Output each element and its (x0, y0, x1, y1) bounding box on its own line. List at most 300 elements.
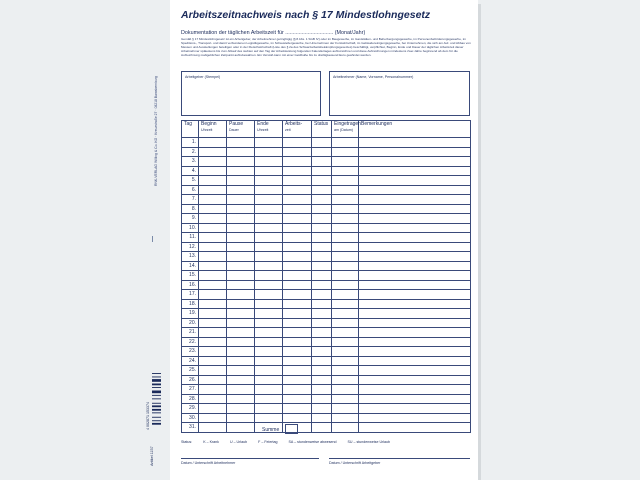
table-cell[interactable] (199, 309, 227, 319)
table-cell[interactable] (283, 318, 312, 328)
table-cell[interactable] (227, 299, 255, 309)
table-row (182, 404, 471, 414)
table-cell[interactable] (359, 157, 471, 167)
table-cell[interactable] (359, 138, 471, 148)
table-cell[interactable] (332, 147, 359, 157)
table-cell[interactable] (199, 318, 227, 328)
table-cell[interactable] (199, 252, 227, 262)
table-cell[interactable] (199, 195, 227, 205)
table-cell[interactable] (312, 147, 332, 157)
table-cell[interactable] (332, 166, 359, 176)
table-cell[interactable] (359, 271, 471, 281)
day-number: 29. (182, 404, 199, 414)
table-cell[interactable] (332, 157, 359, 167)
table-cell[interactable] (227, 404, 255, 414)
employee-info-box (329, 71, 470, 116)
sum-label: Summe (262, 427, 280, 433)
table-cell[interactable] (199, 328, 227, 338)
table-cell[interactable] (359, 261, 471, 271)
employer-box-label: Arbeitgeber (Stempel) (185, 75, 221, 79)
table-row (182, 185, 471, 195)
table-cell[interactable] (359, 385, 471, 395)
barcode-number: 4 002871 153374 (146, 402, 150, 430)
column-header-sub: zeit (285, 127, 291, 132)
table-cell[interactable] (227, 223, 255, 233)
table-cell[interactable] (312, 347, 332, 357)
table-cell[interactable] (359, 423, 471, 433)
table-row (182, 309, 471, 319)
column-header (332, 121, 359, 138)
table-cell[interactable] (359, 413, 471, 423)
table-cell[interactable] (312, 204, 332, 214)
table-cell[interactable] (359, 280, 471, 290)
table-cell[interactable] (312, 195, 332, 205)
table-cell[interactable] (332, 337, 359, 347)
table-cell[interactable] (227, 375, 255, 385)
table-cell[interactable] (283, 223, 312, 233)
column-header-label: Pause (229, 121, 244, 127)
table-cell[interactable] (312, 394, 332, 404)
column-header-label: Bemerkungen (361, 121, 393, 127)
table-row (182, 195, 471, 205)
column-header-label: Ende (257, 121, 269, 127)
table-cell[interactable] (283, 328, 312, 338)
table-cell[interactable] (312, 366, 332, 376)
table-cell[interactable] (227, 252, 255, 262)
table-cell[interactable] (283, 404, 312, 414)
table-cell[interactable] (332, 138, 359, 148)
table-cell[interactable] (255, 242, 283, 252)
table-cell[interactable] (312, 176, 332, 186)
table-cell[interactable] (283, 252, 312, 262)
table-row (182, 280, 471, 290)
table-cell[interactable] (199, 138, 227, 148)
employer-signature-line[interactable] (329, 458, 470, 459)
table-cell[interactable] (255, 366, 283, 376)
day-number: 22. (182, 337, 199, 347)
table-cell[interactable] (255, 271, 283, 281)
status-u: U – Urlaub (229, 440, 248, 444)
table-cell[interactable] (332, 423, 359, 433)
day-number: 24. (182, 356, 199, 366)
table-cell[interactable] (255, 385, 283, 395)
table-cell[interactable] (227, 271, 255, 281)
table-cell[interactable] (312, 413, 332, 423)
table-cell[interactable] (227, 166, 255, 176)
form-sheet (170, 0, 478, 480)
table-cell[interactable] (359, 290, 471, 300)
table-row (182, 223, 471, 233)
table-cell[interactable] (332, 318, 359, 328)
table-cell[interactable] (199, 404, 227, 414)
column-header (227, 121, 255, 138)
table-cell[interactable] (199, 280, 227, 290)
table-row (182, 147, 471, 157)
table-cell[interactable] (255, 195, 283, 205)
table-cell[interactable] (283, 195, 312, 205)
table-row (182, 366, 471, 376)
table-cell[interactable] (199, 299, 227, 309)
table-cell[interactable] (255, 413, 283, 423)
table-cell[interactable] (255, 157, 283, 167)
table-cell[interactable] (312, 385, 332, 395)
table-row (182, 271, 471, 281)
table-cell[interactable] (312, 328, 332, 338)
column-header-sub: am (Datum) (334, 127, 353, 132)
table-cell[interactable] (312, 280, 332, 290)
day-number: 10. (182, 223, 199, 233)
table-cell[interactable] (283, 299, 312, 309)
table-cell[interactable] (227, 214, 255, 224)
table-cell[interactable] (283, 185, 312, 195)
table-cell[interactable] (255, 138, 283, 148)
table-cell[interactable] (227, 204, 255, 214)
table-cell[interactable] (332, 176, 359, 186)
table-cell[interactable] (227, 280, 255, 290)
table-cell[interactable] (227, 147, 255, 157)
table-cell[interactable] (332, 328, 359, 338)
table-cell[interactable] (283, 290, 312, 300)
table-cell[interactable] (312, 185, 332, 195)
table-cell[interactable] (255, 214, 283, 224)
table-cell[interactable] (255, 318, 283, 328)
table-row (182, 423, 471, 433)
table-cell[interactable] (359, 233, 471, 243)
table-cell[interactable] (255, 252, 283, 262)
table-cell[interactable] (312, 290, 332, 300)
table-cell[interactable] (255, 356, 283, 366)
day-number: 18. (182, 299, 199, 309)
sum-field[interactable] (285, 424, 298, 434)
table-cell[interactable] (359, 328, 471, 338)
table-row (182, 242, 471, 252)
table-cell[interactable] (332, 195, 359, 205)
table-cell[interactable] (312, 242, 332, 252)
table-cell[interactable] (199, 157, 227, 167)
table-cell[interactable] (283, 147, 312, 157)
column-header-sub: Uhrzeit (257, 127, 269, 132)
table-cell[interactable] (227, 242, 255, 252)
table-cell[interactable] (312, 423, 332, 433)
column-header-label: Status (314, 121, 329, 127)
table-cell[interactable] (312, 318, 332, 328)
table-cell[interactable] (312, 356, 332, 366)
table-cell[interactable] (359, 147, 471, 157)
day-number: 19. (182, 309, 199, 319)
table-cell[interactable] (227, 394, 255, 404)
table-cell[interactable] (283, 356, 312, 366)
table-cell[interactable] (283, 157, 312, 167)
table-cell[interactable] (255, 223, 283, 233)
status-f: F – Feiertag (258, 440, 278, 444)
column-header (199, 121, 227, 138)
table-cell[interactable] (332, 271, 359, 281)
table-cell[interactable] (255, 280, 283, 290)
table-row (182, 233, 471, 243)
table-cell[interactable] (312, 252, 332, 262)
table-cell[interactable] (255, 328, 283, 338)
table-cell[interactable] (283, 176, 312, 186)
table-cell[interactable] (312, 261, 332, 271)
column-header (359, 121, 471, 138)
publisher-imprint: RNK-VERLAG Willing & Co. KG · Kreuzstraße 27 · 08218 Bamsbernburg (154, 75, 158, 186)
status-su: SU – stundenweise Urlaub (347, 440, 391, 444)
table-cell[interactable] (255, 337, 283, 347)
table-row (182, 318, 471, 328)
table-cell[interactable] (199, 356, 227, 366)
table-cell[interactable] (332, 309, 359, 319)
table-cell[interactable] (359, 166, 471, 176)
table-cell[interactable] (283, 366, 312, 376)
table-cell[interactable] (359, 176, 471, 186)
table-cell[interactable] (332, 252, 359, 262)
table-cell[interactable] (283, 233, 312, 243)
table-cell[interactable] (283, 204, 312, 214)
day-number: 30. (182, 413, 199, 423)
month-year-line: Dokumentation der täglichen Arbeitszeit für ................................ (Monat/Jahr) (181, 30, 366, 36)
table-cell[interactable] (199, 347, 227, 357)
table-cell[interactable] (283, 337, 312, 347)
table-cell[interactable] (332, 290, 359, 300)
table-cell[interactable] (227, 318, 255, 328)
table-cell[interactable] (332, 242, 359, 252)
table-cell[interactable] (332, 204, 359, 214)
table-cell[interactable] (227, 328, 255, 338)
table-cell[interactable] (312, 309, 332, 319)
column-header-label: Tag (184, 121, 193, 127)
day-number: 9. (182, 214, 199, 224)
table-cell[interactable] (332, 223, 359, 233)
table-cell[interactable] (255, 347, 283, 357)
day-number: 14. (182, 261, 199, 271)
table-cell[interactable] (227, 233, 255, 243)
table-cell[interactable] (199, 423, 227, 433)
table-cell[interactable] (332, 413, 359, 423)
table-cell[interactable] (332, 214, 359, 224)
table-cell[interactable] (199, 366, 227, 376)
table-cell[interactable] (359, 394, 471, 404)
table-cell[interactable] (312, 404, 332, 414)
day-number: 16. (182, 280, 199, 290)
table-row (182, 413, 471, 423)
table-cell[interactable] (255, 375, 283, 385)
fold-mark (152, 236, 153, 242)
table-cell[interactable] (227, 423, 255, 433)
table-cell[interactable] (199, 204, 227, 214)
table-cell[interactable] (227, 309, 255, 319)
table-cell[interactable] (283, 280, 312, 290)
table-row (182, 299, 471, 309)
table-cell[interactable] (199, 185, 227, 195)
column-header-label: Eingetragen (334, 121, 361, 127)
table-cell[interactable] (312, 375, 332, 385)
table-cell[interactable] (255, 147, 283, 157)
table-cell[interactable] (255, 233, 283, 243)
table-cell[interactable] (255, 394, 283, 404)
table-cell[interactable] (227, 195, 255, 205)
table-row (182, 290, 471, 300)
table-cell[interactable] (359, 356, 471, 366)
table-cell[interactable] (283, 375, 312, 385)
table-cell[interactable] (255, 299, 283, 309)
table-cell[interactable] (199, 385, 227, 395)
table-cell[interactable] (255, 290, 283, 300)
table-cell[interactable] (199, 147, 227, 157)
table-cell[interactable] (227, 337, 255, 347)
table-cell[interactable] (359, 223, 471, 233)
table-cell[interactable] (199, 214, 227, 224)
article-number: Artikel 1157 (150, 446, 154, 466)
day-number: 23. (182, 347, 199, 357)
column-header (283, 121, 312, 138)
table-cell[interactable] (283, 242, 312, 252)
table-row (182, 157, 471, 167)
table-cell[interactable] (227, 176, 255, 186)
column-header (312, 121, 332, 138)
table-cell[interactable] (359, 347, 471, 357)
table-cell[interactable] (255, 309, 283, 319)
table-cell[interactable] (283, 261, 312, 271)
day-number: 28. (182, 394, 199, 404)
day-number: 7. (182, 195, 199, 205)
table-cell[interactable] (255, 404, 283, 414)
table-cell[interactable] (359, 195, 471, 205)
table-cell[interactable] (359, 185, 471, 195)
table-cell[interactable] (332, 375, 359, 385)
status-legend-title: Status: (181, 440, 193, 444)
table-cell[interactable] (312, 214, 332, 224)
table-cell[interactable] (312, 337, 332, 347)
table-cell[interactable] (283, 385, 312, 395)
table-cell[interactable] (332, 356, 359, 366)
day-number: 13. (182, 252, 199, 262)
table-cell[interactable] (255, 185, 283, 195)
table-cell[interactable] (359, 318, 471, 328)
table-cell[interactable] (199, 223, 227, 233)
day-number: 5. (182, 176, 199, 186)
table-cell[interactable] (199, 166, 227, 176)
table-cell[interactable] (199, 337, 227, 347)
table-cell[interactable] (332, 299, 359, 309)
table-cell[interactable] (283, 413, 312, 423)
table-cell[interactable] (283, 394, 312, 404)
table-cell[interactable] (227, 157, 255, 167)
day-number: 6. (182, 185, 199, 195)
table-cell[interactable] (332, 347, 359, 357)
table-cell[interactable] (312, 299, 332, 309)
table-cell[interactable] (227, 261, 255, 271)
table-cell[interactable] (359, 337, 471, 347)
table-cell[interactable] (227, 366, 255, 376)
table-cell[interactable] (312, 271, 332, 281)
table-cell[interactable] (283, 214, 312, 224)
table-cell[interactable] (359, 309, 471, 319)
table-cell[interactable] (332, 280, 359, 290)
table-cell[interactable] (199, 242, 227, 252)
table-cell[interactable] (255, 176, 283, 186)
day-number: 4. (182, 166, 199, 176)
table-cell[interactable] (227, 185, 255, 195)
table-cell[interactable] (199, 261, 227, 271)
table-row (182, 375, 471, 385)
column-header-label: Beginn (201, 121, 217, 127)
table-cell[interactable] (199, 394, 227, 404)
table-row (182, 347, 471, 357)
day-number: 17. (182, 290, 199, 300)
table-cell[interactable] (312, 157, 332, 167)
table-cell[interactable] (312, 166, 332, 176)
table-cell[interactable] (332, 404, 359, 414)
table-cell[interactable] (312, 233, 332, 243)
table-cell[interactable] (359, 204, 471, 214)
table-cell[interactable] (255, 204, 283, 214)
table-cell[interactable] (332, 233, 359, 243)
day-number: 12. (182, 242, 199, 252)
table-cell[interactable] (283, 271, 312, 281)
legal-notice: Gemäß § 17 Mindestlohngesetz ist ein Arbeitgeber, der Arbeitnehmer geringfügig (§ 8 Abs. 1 SGB IV) oder im Baugewerbe, im Gaststätten- und Beherbergungsgewerbe, im Personenbeförderungsgewerbe, im Speditions-, Transport- und damit verbundenen Logistikgewerbe, im Schaustellergewerbe, bei Unternehmen der Forstwirtschaft, im Gebäudereinigungsgewerbe, bei Unternehmen, die sich am Auf- und Abbau von Messen und Ausstellungen beteiligen oder in der Fleischwirtschaft (Liste des § 2a des Schwarzarbeitsbekämpfungsgesetzes) beschäftigt, verpflichtet, Beginn, Ende und Dauer der täglichen Arbeitszeit dieser Arbeitnehmer spätestens bis zum Ablauf des siebten auf den Tag der Arbeitsleistung folgenden Kalendertages aufzuzeichnen und diese Aufzeichnungen mindestens zwei Jahre beginnend ab dem für die Aufzeichnung maßgeblichen Zeitpunkt aufzubewahren. Ein Verstoß kann mit einer Geldbuße bis zu dreißigtausend Euro geahndet werden. (181, 37, 471, 57)
table-cell[interactable] (359, 299, 471, 309)
table-cell[interactable] (332, 185, 359, 195)
table-cell[interactable] (227, 138, 255, 148)
table-cell[interactable] (359, 242, 471, 252)
table-cell[interactable] (332, 261, 359, 271)
page-stack-shadow (478, 4, 481, 480)
status-sa: SA – stundenweise abwesend (288, 440, 337, 444)
table-cell[interactable] (199, 413, 227, 423)
table-cell[interactable] (199, 176, 227, 186)
table-cell[interactable] (283, 166, 312, 176)
table-cell[interactable] (227, 347, 255, 357)
table-row (182, 356, 471, 366)
barcode-icon (152, 373, 161, 431)
table-cell[interactable] (283, 309, 312, 319)
table-cell[interactable] (199, 290, 227, 300)
employee-box-label: Arbeitnehmer (Name, Vorname, Personalnummer) (333, 75, 414, 79)
table-cell[interactable] (283, 138, 312, 148)
table-cell[interactable] (283, 347, 312, 357)
table-cell[interactable] (227, 385, 255, 395)
table-cell[interactable] (255, 166, 283, 176)
table-cell[interactable] (312, 138, 332, 148)
table-row (182, 337, 471, 347)
table-cell[interactable] (332, 366, 359, 376)
table-cell[interactable] (199, 271, 227, 281)
table-cell[interactable] (255, 261, 283, 271)
table-cell[interactable] (227, 290, 255, 300)
table-cell[interactable] (199, 375, 227, 385)
table-cell[interactable] (359, 252, 471, 262)
day-number: 1. (182, 138, 199, 148)
employee-signature-line[interactable] (181, 458, 319, 459)
day-number: 15. (182, 271, 199, 281)
day-number: 20. (182, 318, 199, 328)
table-cell[interactable] (332, 385, 359, 395)
table-row (182, 138, 471, 148)
table-cell[interactable] (332, 394, 359, 404)
table-cell[interactable] (227, 356, 255, 366)
table-cell[interactable] (359, 366, 471, 376)
table-cell[interactable] (312, 223, 332, 233)
table-cell[interactable] (359, 404, 471, 414)
table-cell[interactable] (227, 413, 255, 423)
table-cell[interactable] (359, 214, 471, 224)
table-cell[interactable] (359, 375, 471, 385)
column-header (255, 121, 283, 138)
table-row (182, 214, 471, 224)
status-k: K – Krank (203, 440, 219, 444)
table-cell[interactable] (199, 233, 227, 243)
table-row (182, 204, 471, 214)
